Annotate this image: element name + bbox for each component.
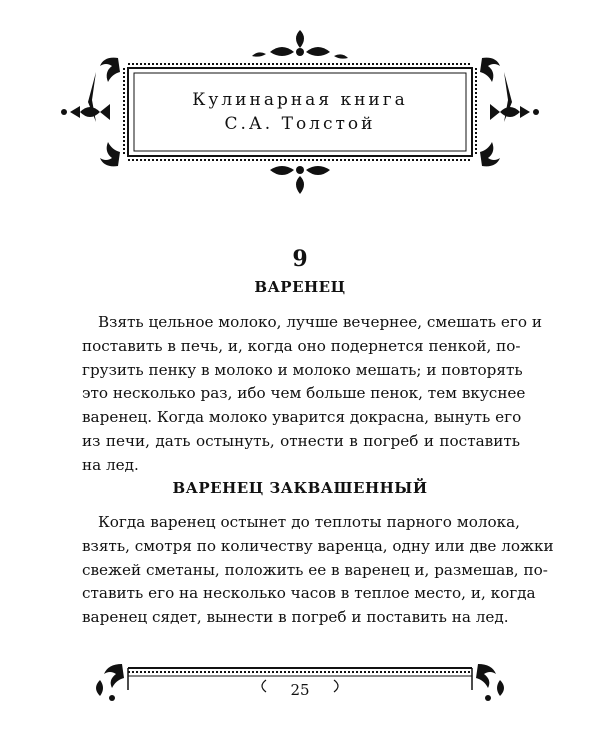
text-line: Когда варенец остынет до теплоты парного молока, bbox=[98, 513, 520, 531]
text-line: взять, смотря по количеству варенца, одну или две ложки bbox=[82, 536, 554, 555]
recipe-paragraph-varenets bbox=[82, 311, 542, 478]
recipe-paragraph-varenets-zakvashenny bbox=[82, 511, 554, 630]
section-title-varenets-zakvashenny: ВАРЕНЕЦ ЗАКВАШЕННЫЙ bbox=[172, 479, 428, 497]
chapter-number: 9 bbox=[292, 246, 308, 272]
page-number: 25 bbox=[290, 681, 310, 699]
text-line: варенец. Когда молоко уварится докрасна, вынуть его bbox=[82, 408, 522, 427]
text-line: варенец сядет, вынести в погреб и поставить на лед. bbox=[82, 608, 509, 627]
text-line: из печи, дать остынуть, отнести в погреб и поставить bbox=[82, 431, 520, 450]
text-line: это несколько раз, ибо чем больше пенок, тем вкуснее bbox=[82, 384, 526, 403]
text-line: поставить в печь, и, когда оно подернется пенкой, по- bbox=[82, 336, 521, 355]
text-line: ставить его на несколько часов в теплое место, и, когда bbox=[82, 584, 536, 603]
text-line: на лед. bbox=[82, 455, 139, 474]
book-title-line-2: С.А. Толстой bbox=[224, 114, 376, 134]
section-title-varenets: ВАРЕНЕЦ bbox=[254, 278, 346, 296]
footer-ornamental-band bbox=[0, 650, 600, 750]
book-title-line-1: Кулинарная книга bbox=[192, 90, 408, 110]
text-line: свежей сметаны, положить ее в варенец и, размешав, по- bbox=[82, 560, 548, 579]
text-line: грузить пенку в молоко и молоко мешать; и повторять bbox=[82, 360, 523, 379]
book-title bbox=[140, 88, 460, 136]
text-line: Взять цельное молоко, лучше вечернее, смешать его и bbox=[98, 313, 542, 331]
